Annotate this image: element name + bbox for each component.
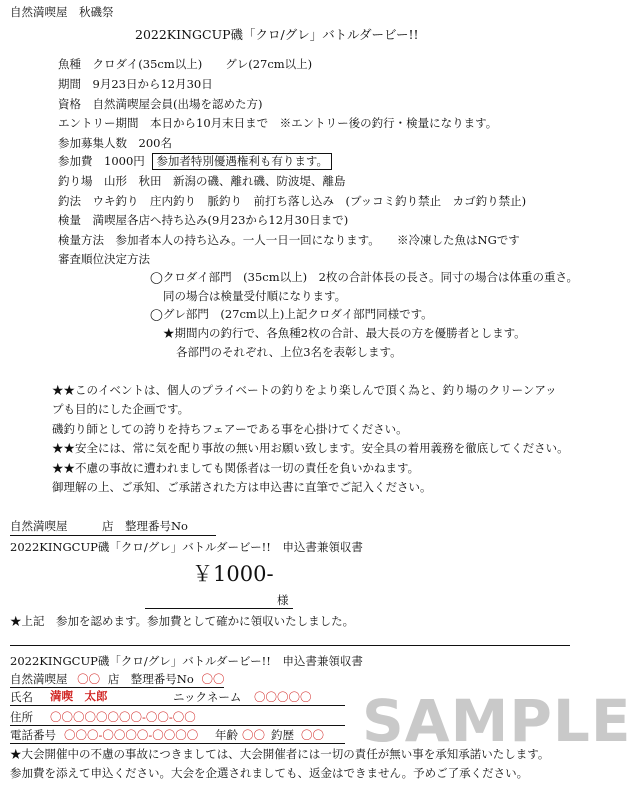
detail-entry-period: エントリー期間 本日から10月末日まで ※エントリー後の釣行・検量になります。 (58, 116, 498, 130)
sample-watermark: SAMPLE (362, 687, 631, 755)
fee-label: 参加費 1000円 (58, 154, 145, 168)
detail-weigh: 検量 満喫屋各店へ持ち込み(9月23から12月30日まで) (58, 213, 349, 227)
fee-note-box: 参加者特別優遇権利も有ります。 (152, 153, 332, 170)
detail-qualification: 資格 自然満喫屋会員(出場を認めた方) (58, 97, 263, 111)
application-shop-row (10, 673, 224, 686)
phone-value: 〇〇〇-〇〇〇〇-〇〇〇〇 (64, 728, 199, 742)
application-store-no-value: 〇〇 (201, 672, 225, 686)
note-purpose-1: ★★このイベントは、個人のプライベートの釣りをより楽しんで頂く為と、釣り場のクリーンアッ (52, 383, 557, 397)
event-title: 2022KINGCUP磯「クロ/グレ」バトルダービー!! (135, 27, 419, 42)
judging-awards: 各部門のそれぞれ、上位3名を表彰します。 (176, 345, 402, 359)
judging-tiebreak: 同の場合は検量受付順になります。 (163, 289, 347, 303)
nickname-label: ニックネーム (173, 690, 242, 704)
application-shop-underline (10, 687, 224, 688)
address-value: 〇〇〇〇〇〇〇〇-〇〇-〇〇 (50, 710, 196, 724)
name-value: 満喫 太郎 (50, 689, 108, 703)
phone-label: 電話番号 (10, 728, 56, 742)
shop-header: 自然満喫屋 秋磯祭 (10, 5, 114, 19)
note-safety: ★★安全には、常に気を配り事故の無い用お願い致します。安全具の着用義務を徹底してください。 (52, 441, 569, 455)
note-purpose-2: プも目的にした企画です。 (52, 402, 190, 416)
receipt-shop-line: 自然満喫屋 店 整理番号No (10, 519, 188, 533)
age-value: 〇〇 (242, 728, 265, 742)
phone-underline (10, 743, 345, 744)
experience-value: 〇〇 (301, 728, 324, 742)
detail-method: 釣法 ウキ釣り 庄内釣り 脈釣り 前打ち落し込み (ブッコミ釣り禁止 カゴ釣り禁止) (58, 194, 527, 208)
section-divider (10, 645, 570, 646)
application-store-no-label: 店 整理番号No (107, 672, 194, 686)
note-consent: 御理解の上、ご承知、ご承諾された方は申込書に直筆でご記入ください。 (52, 480, 432, 494)
application-title: 2022KINGCUP磯「クロ/グレ」バトルダービー!! 申込書兼領収書 (10, 654, 363, 668)
judging-winner: ★期間内の釣行で、各魚種2枚の合計、最大長の方を優勝者とします。 (163, 326, 526, 340)
detail-period: 期間 9月23日から12月30日 (58, 77, 213, 91)
detail-spots: 釣り場 山形 秋田 新潟の磯、離れ磯、防波堤、離島 (58, 174, 346, 188)
name-label: 氏名 (10, 690, 33, 704)
detail-capacity: 参加募集人数 200名 (58, 136, 172, 150)
name-underline (10, 705, 345, 706)
nickname-value: 〇〇〇〇〇 (254, 690, 312, 704)
receipt-title: 2022KINGCUP磯「クロ/グレ」バトルダービー!! 申込書兼領収書 (10, 540, 363, 554)
receipt-sama: 様 (277, 593, 289, 607)
experience-label: 釣歴 (271, 728, 294, 742)
note-liability: ★★不慮の事故に遭われましても関係者は一切の責任を負いかねます。 (52, 461, 420, 475)
application-shop-label: 自然満喫屋 (10, 672, 68, 686)
receipt-name-underline (145, 608, 293, 609)
disclaimer-1: ★大会開催中の不慮の事故につきましては、大会開催者には一切の責任が無い事を承知承諾いたします。 (10, 747, 550, 761)
judging-gure: ◯グレ部門 (27cm以上)上記クロダイ部門同様です。 (150, 307, 433, 321)
detail-fish: 魚種 クロダイ(35cm以上) グレ(27cm以上) (58, 57, 313, 71)
fee-row (58, 155, 332, 168)
address-underline (10, 725, 345, 726)
receipt-note: ★上記 参加を認めます。参加費として確かに領収いたしました。 (10, 614, 355, 628)
receipt-shop-underline (10, 535, 216, 536)
note-fair: 磯釣り師としての誇りを持ちフェアーである事を心掛けてください。 (52, 422, 408, 436)
age-label: 年齢 (215, 728, 238, 742)
receipt-amount: ￥1000- (192, 562, 274, 586)
address-label: 住所 (10, 710, 33, 724)
detail-weigh-method: 検量方法 参加者本人の持ち込み。一人一日一回になります。 ※冷凍した魚はNGです (58, 233, 520, 247)
detail-judging-heading: 審査順位決定方法 (58, 252, 150, 266)
disclaimer-2: 参加費を添えて申込ください。大会を企選されましても、返金はできません。予めご了承ください。 (10, 766, 529, 780)
judging-kurodai: ◯クロダイ部門 (35cm以上) 2枚の合計体長の長さ。同寸の場合は体重の重さ。 (150, 270, 578, 284)
application-shop-value: 〇〇 (77, 672, 101, 686)
